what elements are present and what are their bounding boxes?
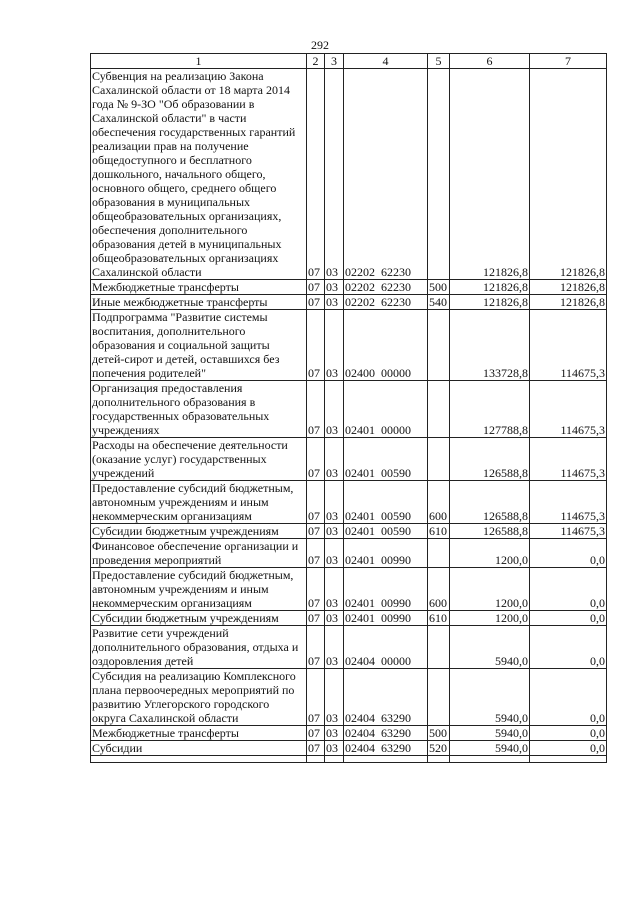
row-subsection: 03 bbox=[325, 280, 344, 295]
row-target-article: 02401 00590 bbox=[344, 438, 428, 481]
header-col-2: 2 bbox=[307, 54, 325, 69]
tail-cell bbox=[450, 756, 530, 763]
row-section: 07 bbox=[307, 280, 325, 295]
row-name: Субсидия на реализацию Комплексного плана первоочередных мероприятий по развитию Углегорского городского округа Сахалинской области bbox=[91, 669, 307, 726]
row-expense-type bbox=[428, 381, 450, 438]
row-section: 07 bbox=[307, 669, 325, 726]
row-expense-type: 520 bbox=[428, 741, 450, 756]
row-expense-type bbox=[428, 669, 450, 726]
page-number: 292 bbox=[311, 38, 329, 52]
row-amount-1: 133728,8 bbox=[450, 310, 530, 381]
table-tail-row bbox=[91, 756, 607, 763]
row-amount-2: 0,0 bbox=[530, 611, 607, 626]
row-subsection: 03 bbox=[325, 69, 344, 280]
header-col-5: 5 bbox=[428, 54, 450, 69]
row-target-article: 02401 00590 bbox=[344, 481, 428, 524]
row-name: Иные межбюджетные трансферты bbox=[91, 295, 307, 310]
row-section: 07 bbox=[307, 626, 325, 669]
row-subsection: 03 bbox=[325, 741, 344, 756]
header-col-1: 1 bbox=[91, 54, 307, 69]
row-expense-type: 610 bbox=[428, 524, 450, 539]
row-subsection: 03 bbox=[325, 539, 344, 568]
row-subsection: 03 bbox=[325, 626, 344, 669]
row-amount-2: 114675,3 bbox=[530, 438, 607, 481]
row-section: 07 bbox=[307, 726, 325, 741]
row-amount-2: 0,0 bbox=[530, 726, 607, 741]
table-row bbox=[91, 481, 607, 524]
row-amount-1: 126588,8 bbox=[450, 438, 530, 481]
table-row bbox=[91, 69, 607, 280]
row-expense-type bbox=[428, 539, 450, 568]
tail-cell bbox=[530, 756, 607, 763]
row-name: Предоставление субсидий бюджетным, автономным учреждениям и иным некоммерческим организациям bbox=[91, 568, 307, 611]
row-amount-1: 5940,0 bbox=[450, 741, 530, 756]
tail-cell bbox=[325, 756, 344, 763]
table-row bbox=[91, 295, 607, 310]
row-section: 07 bbox=[307, 568, 325, 611]
row-amount-2: 114675,3 bbox=[530, 381, 607, 438]
row-name: Субсидии bbox=[91, 741, 307, 756]
row-amount-2: 121826,8 bbox=[530, 280, 607, 295]
row-target-article: 02401 00990 bbox=[344, 568, 428, 611]
row-expense-type: 610 bbox=[428, 611, 450, 626]
header-col-6: 6 bbox=[450, 54, 530, 69]
table-row bbox=[91, 539, 607, 568]
row-name: Финансовое обеспечение организации и проведения мероприятий bbox=[91, 539, 307, 568]
row-expense-type bbox=[428, 310, 450, 381]
row-amount-2: 0,0 bbox=[530, 741, 607, 756]
row-amount-2: 0,0 bbox=[530, 626, 607, 669]
row-amount-1: 121826,8 bbox=[450, 295, 530, 310]
row-amount-1: 5940,0 bbox=[450, 669, 530, 726]
row-section: 07 bbox=[307, 481, 325, 524]
tail-cell bbox=[344, 756, 428, 763]
row-section: 07 bbox=[307, 438, 325, 481]
row-section: 07 bbox=[307, 310, 325, 381]
row-amount-1: 5940,0 bbox=[450, 626, 530, 669]
row-section: 07 bbox=[307, 741, 325, 756]
table-row bbox=[91, 568, 607, 611]
row-subsection: 03 bbox=[325, 295, 344, 310]
table-row bbox=[91, 280, 607, 295]
table-row bbox=[91, 524, 607, 539]
row-amount-2: 121826,8 bbox=[530, 69, 607, 280]
row-target-article: 02401 00990 bbox=[344, 539, 428, 568]
row-target-article: 02404 63290 bbox=[344, 726, 428, 741]
row-section: 07 bbox=[307, 611, 325, 626]
table-row bbox=[91, 438, 607, 481]
row-name: Подпрограмма "Развитие системы воспитания, дополнительного образования и социальной защиты детей-сирот и детей, оставшихся без попечения родителей" bbox=[91, 310, 307, 381]
header-col-3: 3 bbox=[325, 54, 344, 69]
row-amount-1: 1200,0 bbox=[450, 611, 530, 626]
header-col-7: 7 bbox=[530, 54, 607, 69]
row-name: Расходы на обеспечение деятельности (оказание услуг) государственных учреждений bbox=[91, 438, 307, 481]
row-section: 07 bbox=[307, 539, 325, 568]
row-amount-1: 5940,0 bbox=[450, 726, 530, 741]
row-subsection: 03 bbox=[325, 381, 344, 438]
row-target-article: 02404 63290 bbox=[344, 741, 428, 756]
row-target-article: 02404 63290 bbox=[344, 669, 428, 726]
row-amount-2: 0,0 bbox=[530, 568, 607, 611]
table-row bbox=[91, 310, 607, 381]
row-amount-2: 114675,3 bbox=[530, 310, 607, 381]
row-section: 07 bbox=[307, 524, 325, 539]
row-amount-2: 0,0 bbox=[530, 539, 607, 568]
row-expense-type bbox=[428, 438, 450, 481]
row-target-article: 02404 00000 bbox=[344, 626, 428, 669]
row-name: Субсидии бюджетным учреждениям bbox=[91, 611, 307, 626]
budget-table bbox=[90, 53, 607, 763]
row-subsection: 03 bbox=[325, 481, 344, 524]
row-amount-1: 121826,8 bbox=[450, 69, 530, 280]
row-amount-2: 114675,3 bbox=[530, 524, 607, 539]
row-amount-2: 121826,8 bbox=[530, 295, 607, 310]
row-name: Развитие сети учреждений дополнительного образования, отдыха и оздоровления детей bbox=[91, 626, 307, 669]
row-amount-1: 126588,8 bbox=[450, 524, 530, 539]
row-name: Межбюджетные трансферты bbox=[91, 726, 307, 741]
table-row bbox=[91, 611, 607, 626]
row-expense-type: 600 bbox=[428, 481, 450, 524]
table-row bbox=[91, 741, 607, 756]
row-amount-2: 0,0 bbox=[530, 669, 607, 726]
row-amount-1: 1200,0 bbox=[450, 539, 530, 568]
table-row bbox=[91, 726, 607, 741]
row-section: 07 bbox=[307, 69, 325, 280]
row-section: 07 bbox=[307, 381, 325, 438]
tail-cell bbox=[91, 756, 307, 763]
row-name: Субсидии бюджетным учреждениям bbox=[91, 524, 307, 539]
row-expense-type: 540 bbox=[428, 295, 450, 310]
row-amount-1: 1200,0 bbox=[450, 568, 530, 611]
row-subsection: 03 bbox=[325, 611, 344, 626]
row-expense-type: 500 bbox=[428, 280, 450, 295]
row-expense-type bbox=[428, 626, 450, 669]
row-subsection: 03 bbox=[325, 726, 344, 741]
row-subsection: 03 bbox=[325, 669, 344, 726]
header-row bbox=[91, 54, 607, 69]
row-subsection: 03 bbox=[325, 524, 344, 539]
row-target-article: 02202 62230 bbox=[344, 69, 428, 280]
row-amount-2: 114675,3 bbox=[530, 481, 607, 524]
row-name: Организация предоставления дополнительного образования в государственных образовательных учреждениях bbox=[91, 381, 307, 438]
tail-cell bbox=[307, 756, 325, 763]
table-row bbox=[91, 669, 607, 726]
row-target-article: 02202 62230 bbox=[344, 280, 428, 295]
table-row bbox=[91, 626, 607, 669]
row-target-article: 02401 00000 bbox=[344, 381, 428, 438]
row-amount-1: 121826,8 bbox=[450, 280, 530, 295]
header-col-4: 4 bbox=[344, 54, 428, 69]
row-expense-type bbox=[428, 69, 450, 280]
row-name: Предоставление субсидий бюджетным, автономным учреждениям и иным некоммерческим организациям bbox=[91, 481, 307, 524]
row-name: Субвенция на реализацию Закона Сахалинской области от 18 марта 2014 года № 9-ЗО "Об образовании в Сахалинской области" в части обеспечения государственных гарантий реализации прав на получение общедоступного и бесплатного дошкольного, начального общего, основного общего, среднего общего образования в муниципальных общеобразовательных организациях, обеспечения дополнительного образования детей в муниципальных общеобразовательных организациях Сахалинской области bbox=[91, 69, 307, 280]
row-expense-type: 500 bbox=[428, 726, 450, 741]
row-target-article: 02202 62230 bbox=[344, 295, 428, 310]
table-row bbox=[91, 381, 607, 438]
row-subsection: 03 bbox=[325, 310, 344, 381]
row-subsection: 03 bbox=[325, 438, 344, 481]
row-expense-type: 600 bbox=[428, 568, 450, 611]
row-name: Межбюджетные трансферты bbox=[91, 280, 307, 295]
row-amount-1: 126588,8 bbox=[450, 481, 530, 524]
tail-cell bbox=[428, 756, 450, 763]
row-amount-1: 127788,8 bbox=[450, 381, 530, 438]
row-target-article: 02400 00000 bbox=[344, 310, 428, 381]
row-section: 07 bbox=[307, 295, 325, 310]
row-target-article: 02401 00990 bbox=[344, 611, 428, 626]
row-subsection: 03 bbox=[325, 568, 344, 611]
row-target-article: 02401 00590 bbox=[344, 524, 428, 539]
